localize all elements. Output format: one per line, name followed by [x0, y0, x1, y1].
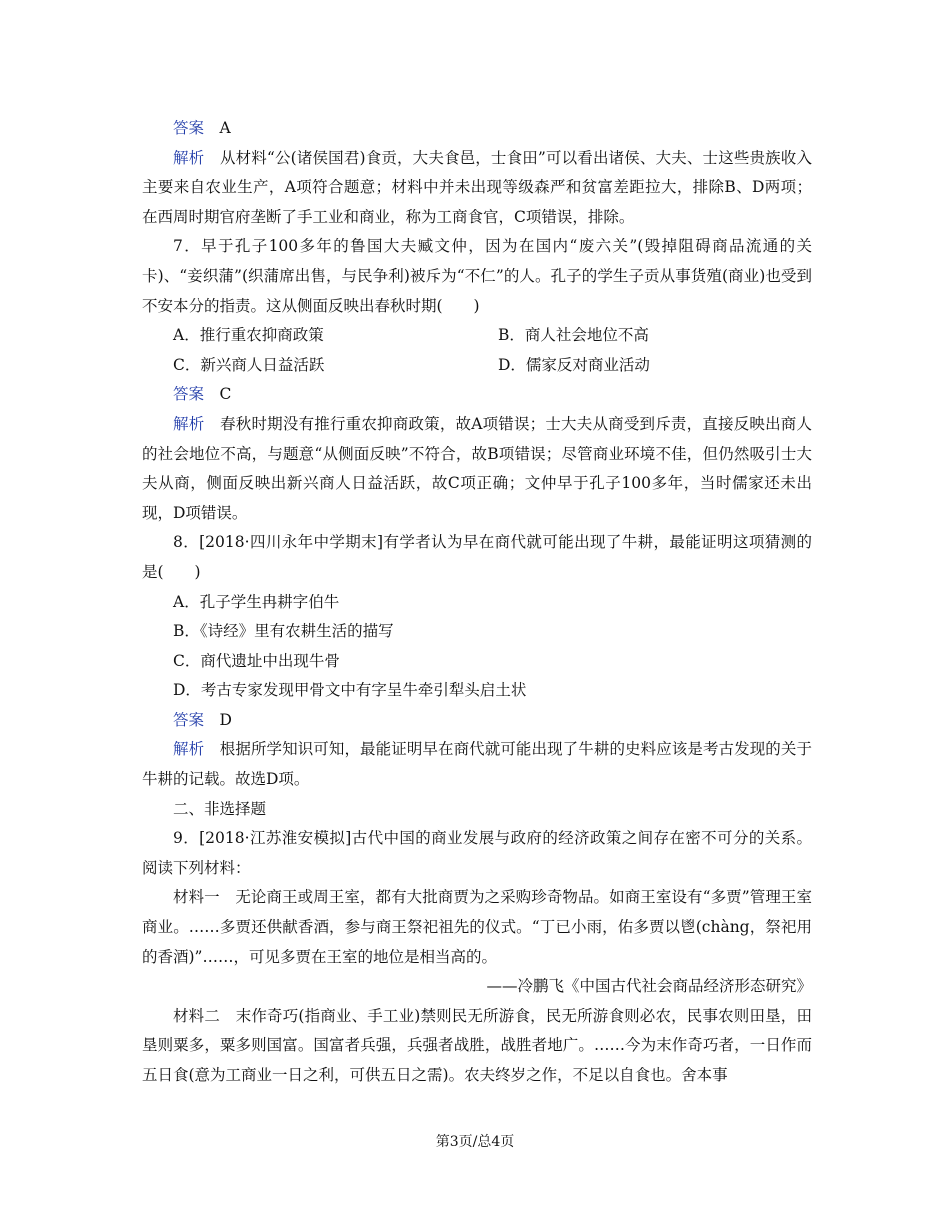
options-row-cd: [142, 351, 812, 381]
analysis-label: 解析: [173, 148, 205, 167]
analysis-text: 根据所学知识可知，最能证明早在商代就可能出现了牛耕的史料应该是考古发现的关于牛耕的记载。故选D项。: [142, 740, 812, 789]
material-2: [142, 1002, 812, 1091]
analysis-8: [142, 735, 812, 794]
answer-label: 答案: [173, 385, 205, 404]
analysis-label: 解析: [173, 740, 205, 759]
page-content: [142, 114, 812, 1091]
option-b: B．商人社会地位不高: [498, 326, 649, 345]
option-a: A．孔子学生冉耕字伯牛: [173, 592, 340, 611]
answer-label: 答案: [173, 119, 205, 137]
section-heading: 二、非选择题: [173, 799, 267, 818]
answer-value: A: [219, 119, 231, 137]
answer-value: C: [219, 385, 232, 404]
material-label: 材料二: [173, 1006, 221, 1025]
analysis-text: 从材料“公(诸侯国君)食贡，大夫食邑，士食田”可以看出诸侯、大夫、士这些贵族收入主要来自农业生产，A项符合题意；材料中并未出现等级森严和贫富差距拉大，排除B、D两项；在西周时期官府垄断了手工业和商业，称为工商食官，C项错误，排除。: [142, 148, 812, 226]
question-8: 8．[2018·四川永年中学期末]有学者认为早在商代就可能出现了牛耕，最能证明这项猜测的是( ): [142, 533, 812, 581]
question-9: 9．[2018·江苏淮安模拟]古代中国的商业发展与政府的经济政策之间存在密不可分的关系。阅读下列材料：: [142, 829, 812, 877]
answer-value: D: [219, 710, 232, 729]
analysis-7: [142, 410, 812, 528]
material-text: 无论商王或周王室，都有大批商贾为之采购珍奇物品。如商王室设有“多贾”管理王室商业。……多贾还供献香酒，参与商王祭祀祖先的仪式。“丁已小雨，佑多贾以鬯(chàng，祭祀用的香酒)”……，可见多贾在王室的地位是相当高的。: [142, 888, 812, 966]
page-number: 第3页/总4页: [435, 1134, 515, 1150]
option-b: B．《诗经》里有农耕生活的描写: [173, 622, 394, 641]
material-1: [142, 883, 812, 972]
options-row-ab: [142, 321, 812, 351]
analysis-label: 解析: [173, 414, 205, 433]
option-d: D．儒家反对商业活动: [498, 355, 650, 374]
answer-label: 答案: [173, 710, 205, 729]
option-d: D．考古专家发现甲骨文中有字呈牛牵引犁头启土状: [173, 681, 527, 700]
option-a: A．推行重农抑商政策: [173, 326, 324, 345]
question-7: 7．早于孔子100多年的鲁国大夫臧文仲，因为在国内“废六关”(毁掉阻碍商品流通的关卡)、“妾织蒲”(织蒲席出售，与民争利)被斥为“不仁”的人。孔子的学生子贡从事货殖(商业)也受到不安本分的指责。这从侧面反映出春秋时期( ): [142, 237, 812, 315]
material-text: 末作奇巧(指商业、手工业)禁则民无所游食，民无所游食则必农，民事农则田垦，田垦则粟多，粟多则国富。国富者兵强，兵强者战胜，战胜者地广。……今为末作奇巧者，一日作而五日食(意为工商业一日之利，可供五日之需)。农夫终岁之作，不足以自食也。舍本事: [142, 1006, 812, 1084]
analysis-6: [142, 144, 812, 233]
analysis-text: 春秋时期没有推行重农抑商政策，故A项错误；士大夫从商受到斥责，直接反映出商人的社会地位不高，与题意“从侧面反映”不符合，故B项错误；尽管商业环境不佳，但仍然吸引士大夫从商，侧面反映出新兴商人日益活跃，故C项正确；文仲早于孔子100多年，当时儒家还未出现，D项错误。: [142, 414, 812, 522]
answer-6: [142, 114, 812, 144]
option-c: C．商代遗址中出现牛骨: [173, 651, 340, 670]
option-c: C．新兴商人日益活跃: [173, 355, 325, 374]
answer-8: [142, 706, 812, 736]
material-source: ——冷鹏飞《中国古代社会商品经济形态研究》: [486, 977, 812, 996]
material-label: 材料一: [173, 888, 220, 907]
answer-7: [142, 380, 812, 410]
